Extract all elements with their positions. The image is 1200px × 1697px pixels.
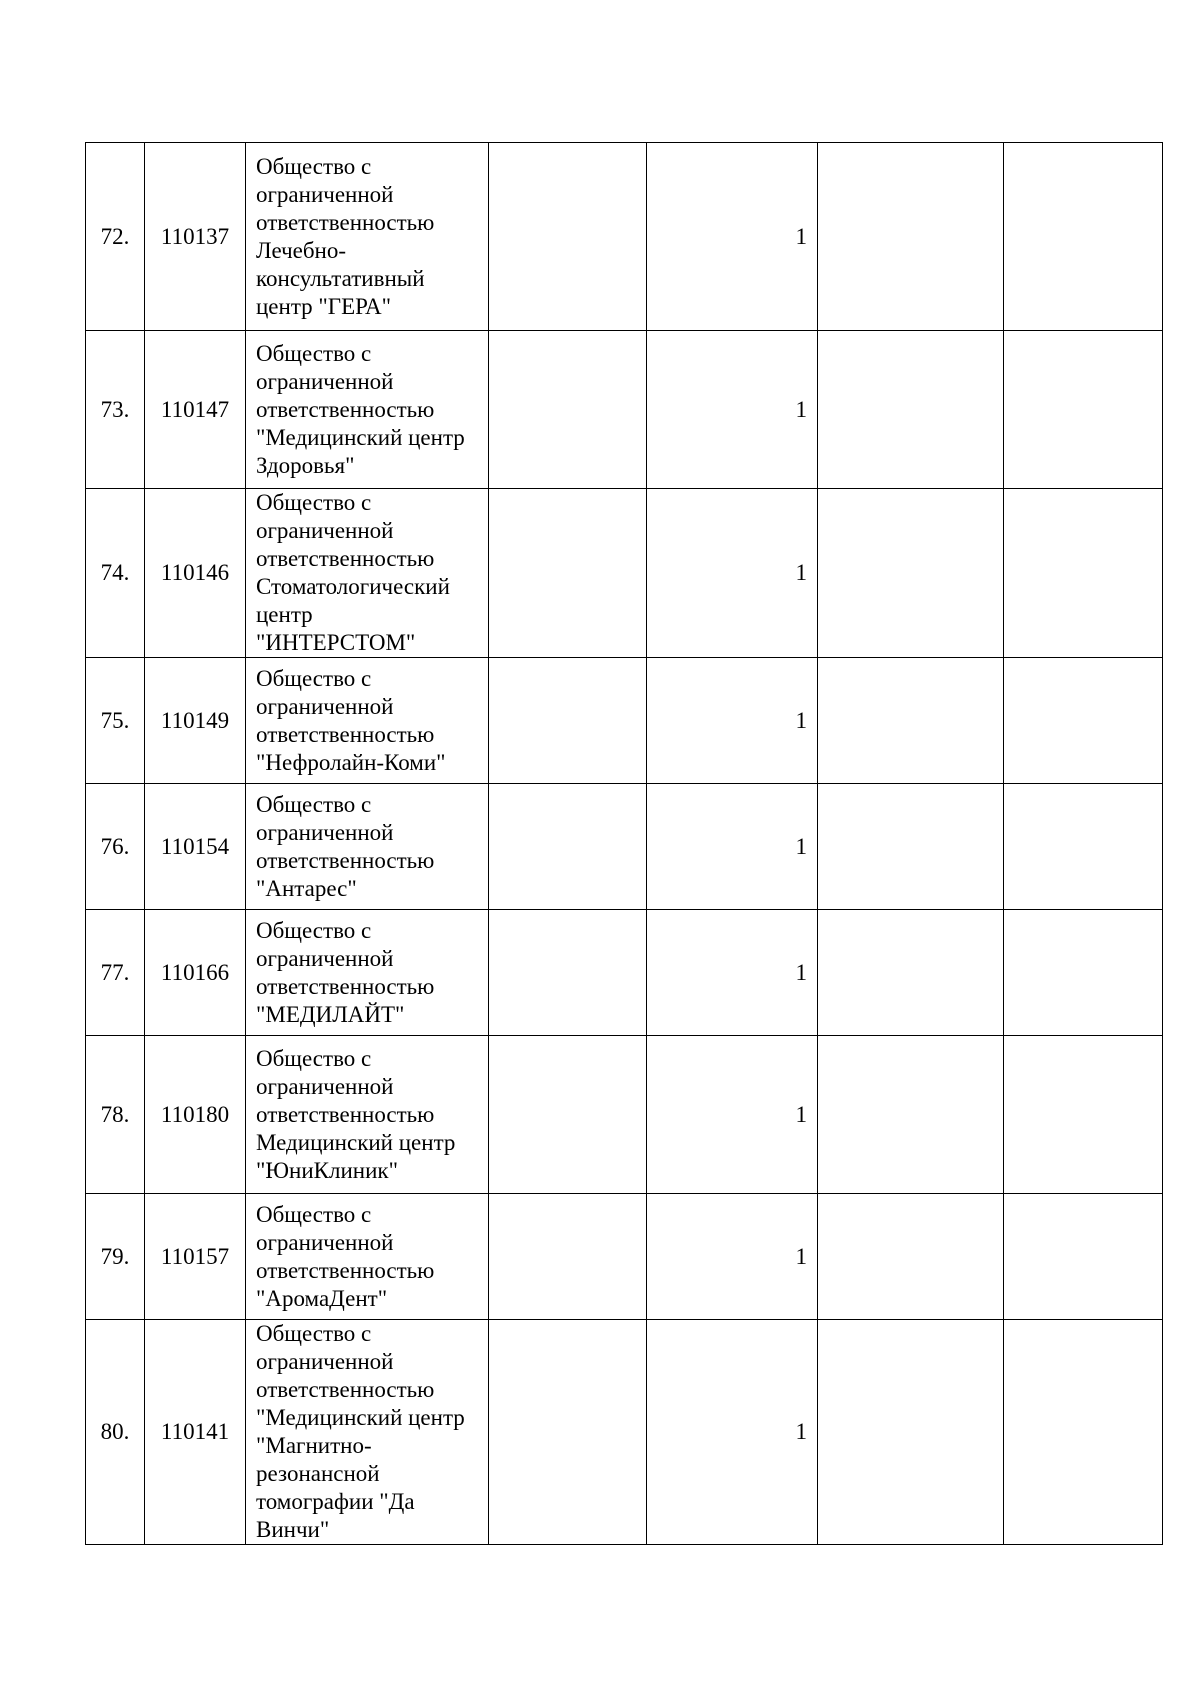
row-number-text: 79.: [100, 1243, 130, 1269]
row-number-text: 75.: [100, 707, 130, 733]
org-code-text: 110157: [160, 1243, 230, 1269]
row-number-cell: [86, 143, 145, 331]
row-number-text: 74.: [100, 560, 130, 585]
empty-cell: [489, 910, 647, 1036]
org-name-text: Общество с ограниченной ответственностью "АромаДент": [256, 1201, 435, 1311]
row-number-text: 80.: [100, 1419, 130, 1444]
org-code-text: 110154: [160, 833, 230, 859]
empty-cell: [818, 1320, 1004, 1545]
row-number-cell: [86, 1194, 145, 1320]
org-name-cell: [246, 489, 489, 658]
org-name-text: Общество с ограниченной ответственностью Стоматологический центр "ИНТЕРСТОМ": [256, 490, 450, 655]
empty-cell: [818, 1036, 1004, 1194]
org-code-text: 110137: [160, 223, 230, 249]
empty-cell: [1004, 1036, 1163, 1194]
empty-cell: [818, 658, 1004, 784]
org-name-text: Общество с ограниченной ответственностью "Нефролайн-Коми": [256, 665, 446, 775]
value-cell: [647, 1320, 818, 1545]
table-row: [86, 658, 1163, 784]
row-number-cell: [86, 1036, 145, 1194]
org-code-text: 110149: [160, 707, 230, 733]
value-cell: [647, 784, 818, 910]
org-name-text: Общество с ограниченной ответственностью "МЕДИЛАЙТ": [256, 917, 435, 1027]
table-row: [86, 489, 1163, 658]
org-code-cell: [145, 489, 246, 658]
org-name-cell: [246, 784, 489, 910]
value-cell: [647, 1194, 818, 1320]
org-name-cell: [246, 331, 489, 489]
row-number-text: 76.: [100, 833, 130, 859]
table-row: [86, 1036, 1163, 1194]
empty-cell: [1004, 1320, 1163, 1545]
value-text: 1: [795, 560, 807, 585]
org-name-cell: [246, 658, 489, 784]
registry-table-body: [86, 143, 1163, 1545]
row-number-cell: [86, 489, 145, 658]
row-number-cell: [86, 658, 145, 784]
value-cell: [647, 489, 818, 658]
empty-cell: [1004, 489, 1163, 658]
org-name-cell: [246, 143, 489, 331]
value-text: 1: [795, 833, 807, 859]
registry-table: [85, 142, 1163, 1545]
org-code-cell: [145, 143, 246, 331]
value-text: 1: [795, 1101, 807, 1127]
empty-cell: [818, 143, 1004, 331]
row-number-text: 72.: [100, 223, 130, 249]
org-name-cell: [246, 910, 489, 1036]
org-code-text: 110141: [160, 1419, 230, 1444]
org-name-text: Общество с ограниченной ответственностью "Антарес": [256, 791, 435, 901]
table-row: [86, 1320, 1163, 1545]
row-number-cell: [86, 784, 145, 910]
value-cell: [647, 910, 818, 1036]
empty-cell: [1004, 1194, 1163, 1320]
empty-cell: [489, 784, 647, 910]
org-code-cell: [145, 910, 246, 1036]
empty-cell: [818, 331, 1004, 489]
row-number-cell: [86, 331, 145, 489]
org-code-cell: [145, 784, 246, 910]
empty-cell: [818, 910, 1004, 1036]
value-text: 1: [795, 396, 807, 422]
empty-cell: [1004, 784, 1163, 910]
empty-cell: [489, 1320, 647, 1545]
org-code-cell: [145, 331, 246, 489]
empty-cell: [489, 143, 647, 331]
empty-cell: [489, 489, 647, 658]
value-text: 1: [795, 1243, 807, 1269]
org-code-text: 110146: [160, 560, 230, 585]
org-name-text: Общество с ограниченной ответственностью "Медицинский центр Здоровья": [256, 340, 465, 478]
value-text: 1: [795, 223, 807, 249]
empty-cell: [489, 331, 647, 489]
value-cell: [647, 143, 818, 331]
table-row: [86, 143, 1163, 331]
row-number-cell: [86, 910, 145, 1036]
org-name-cell: [246, 1194, 489, 1320]
row-number-text: 73.: [100, 396, 130, 422]
org-code-text: 110180: [160, 1101, 230, 1127]
org-code-text: 110166: [160, 959, 230, 985]
value-cell: [647, 331, 818, 489]
value-text: 1: [795, 707, 807, 733]
org-code-cell: [145, 1036, 246, 1194]
value-cell: [647, 658, 818, 784]
org-code-cell: [145, 1320, 246, 1545]
empty-cell: [1004, 910, 1163, 1036]
empty-cell: [1004, 143, 1163, 331]
org-code-text: 110147: [160, 396, 230, 422]
table-row: [86, 331, 1163, 489]
empty-cell: [489, 1194, 647, 1320]
org-name-text: Общество с ограниченной ответственностью Лечебно- консультативный центр "ГЕРА": [256, 153, 435, 319]
value-text: 1: [795, 959, 807, 985]
empty-cell: [1004, 658, 1163, 784]
org-name-cell: [246, 1320, 489, 1545]
empty-cell: [489, 658, 647, 784]
empty-cell: [818, 1194, 1004, 1320]
empty-cell: [489, 1036, 647, 1194]
row-number-cell: [86, 1320, 145, 1545]
row-number-text: 77.: [100, 959, 130, 985]
table-row: [86, 1194, 1163, 1320]
org-code-cell: [145, 658, 246, 784]
value-text: 1: [795, 1419, 807, 1444]
org-name-text: Общество с ограниченной ответственностью "Медицинский центр "Магнитно- резонансной томографии "Да Винчи": [256, 1321, 465, 1542]
value-cell: [647, 1036, 818, 1194]
empty-cell: [818, 489, 1004, 658]
row-number-text: 78.: [100, 1101, 130, 1127]
org-name-text: Общество с ограниченной ответственностью Медицинский центр "ЮниКлиник": [256, 1045, 456, 1183]
table-row: [86, 910, 1163, 1036]
empty-cell: [1004, 331, 1163, 489]
org-name-cell: [246, 1036, 489, 1194]
org-code-cell: [145, 1194, 246, 1320]
empty-cell: [818, 784, 1004, 910]
table-row: [86, 784, 1163, 910]
